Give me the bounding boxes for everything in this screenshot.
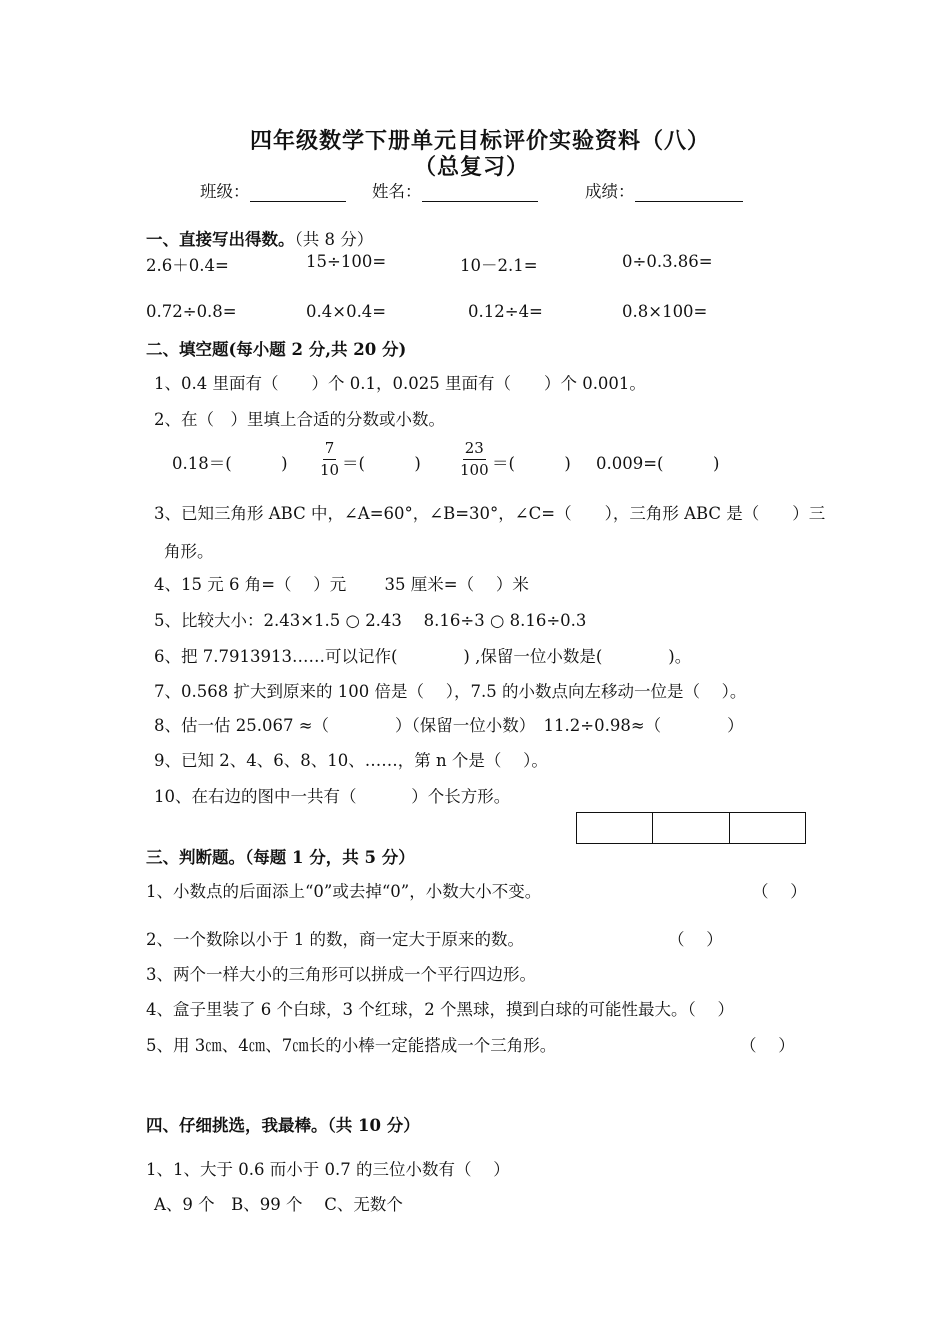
fill-question: 9、已知 2、4、6、8、10、……，第 n 个是（ ）。 (154, 751, 548, 770)
fraction-denominator: 100 (460, 461, 489, 479)
page-title: 四年级数学下册单元目标评价实验资料（八） (250, 128, 711, 154)
section1-title: 一、直接写出得数。 (146, 230, 295, 249)
fill-question: 8、估一估 25.067 ≈（ ）（保留一位小数） 11.2÷0.98≈（ ） (154, 716, 744, 735)
name-label: 姓名： (372, 182, 422, 201)
score-blank[interactable] (635, 185, 743, 202)
class-field[interactable] (200, 178, 346, 202)
rectangle-cell (653, 813, 729, 843)
fill-item: 0.18＝( ) (172, 454, 288, 473)
section1-points: （共 8 分） (294, 230, 374, 249)
name-field[interactable] (372, 178, 538, 202)
rectangle-cell (577, 813, 653, 843)
calc-item: 0.8×100= (622, 302, 708, 321)
section1-heading (146, 226, 373, 250)
answer-paren[interactable]: （ ） (668, 930, 723, 949)
fill-question: 1、0.4 里面有（ ）个 0.1，0.025 里面有（ ）个 0.001。 (154, 374, 646, 393)
rectangle-cell (730, 813, 805, 843)
calc-item: 0.72÷0.8= (146, 302, 237, 321)
section3-heading: 三、判断题。（每题 1 分，共 5 分） (146, 848, 415, 867)
calc-item: 0.4×0.4= (306, 302, 387, 321)
fraction-numerator: 7 (323, 440, 337, 460)
fill-question-cont: 角形。 (164, 542, 214, 561)
calc-item: 2.6＋0.4= (146, 256, 229, 275)
fill-question: 5、比较大小：2.43×1.5 ○ 2.43 8.16÷3 ○ 8.16÷0.3 (154, 611, 587, 630)
fraction-7-10 (318, 440, 341, 479)
fill-item: ＝( ) (342, 454, 421, 473)
fill-question: 4、15 元 6 角=（ ）元 35 厘米=（ ）米 (154, 575, 529, 594)
page-subtitle: （总复习） (414, 154, 530, 180)
score-field[interactable] (585, 178, 743, 202)
choice-options: A、9 个 B、99 个 C、无数个 (154, 1195, 403, 1214)
calc-item: 0.12÷4= (468, 302, 543, 321)
class-label: 班级： (200, 182, 250, 201)
fill-question: 7、0.568 扩大到原来的 100 倍是（ ），7.5 的小数点向左移动一位是（ ）。 (154, 682, 747, 701)
calc-item: 10－2.1= (460, 256, 538, 275)
fraction-23-100 (458, 440, 491, 479)
judge-question: 1、小数点的后面添上“0”或去掉“0”，小数大小不变。 (146, 882, 542, 901)
fraction-numerator: 23 (463, 440, 486, 460)
fill-question: 10、在右边的图中一共有（ ）个长方形。 (154, 787, 511, 806)
judge-question: 4、盒子里装了 6 个白球，3 个红球，2 个黑球，摸到白球的可能性最大。（ ） (146, 1000, 734, 1019)
calc-item: 15÷100= (306, 252, 387, 271)
answer-paren[interactable]: （ ） (740, 1036, 795, 1055)
section2-heading: 二、填空题(每小题 2 分,共 20 分) (146, 340, 407, 359)
judge-question: 5、用 3㎝、4㎝、7㎝长的小棒一定能搭成一个三角形。 (146, 1036, 557, 1055)
score-label: 成绩： (585, 182, 635, 201)
judge-question: 2、一个数除以小于 1 的数，商一定大于原来的数。 (146, 930, 524, 949)
judge-question: 3、两个一样大小的三角形可以拼成一个平行四边形。 (146, 965, 536, 984)
fill-item: 0.009=( ) (596, 454, 720, 473)
rectangle-figure (576, 812, 806, 844)
class-blank[interactable] (250, 185, 346, 202)
fill-question: 3、已知三角形 ABC 中，∠A=60°，∠B=30°，∠C=（ ），三角形 ABC 是（ ）三 (154, 504, 826, 523)
name-blank[interactable] (422, 185, 538, 202)
fill-item: ＝( ) (492, 454, 571, 473)
section4-heading: 四、仔细挑选，我最棒。（共 10 分） (146, 1116, 420, 1135)
choice-question: 1、1、大于 0.6 而小于 0.7 的三位小数有（ ） (146, 1160, 510, 1179)
fill-question: 2、在（ ）里填上合适的分数或小数。 (154, 410, 445, 429)
fraction-denominator: 10 (320, 461, 340, 479)
answer-paren[interactable]: （ ） (752, 882, 807, 901)
fill-question: 6、把 7.7913913……可以记作( ) ,保留一位小数是( )。 (154, 647, 692, 666)
calc-item: 0÷0.3.86= (622, 252, 713, 271)
